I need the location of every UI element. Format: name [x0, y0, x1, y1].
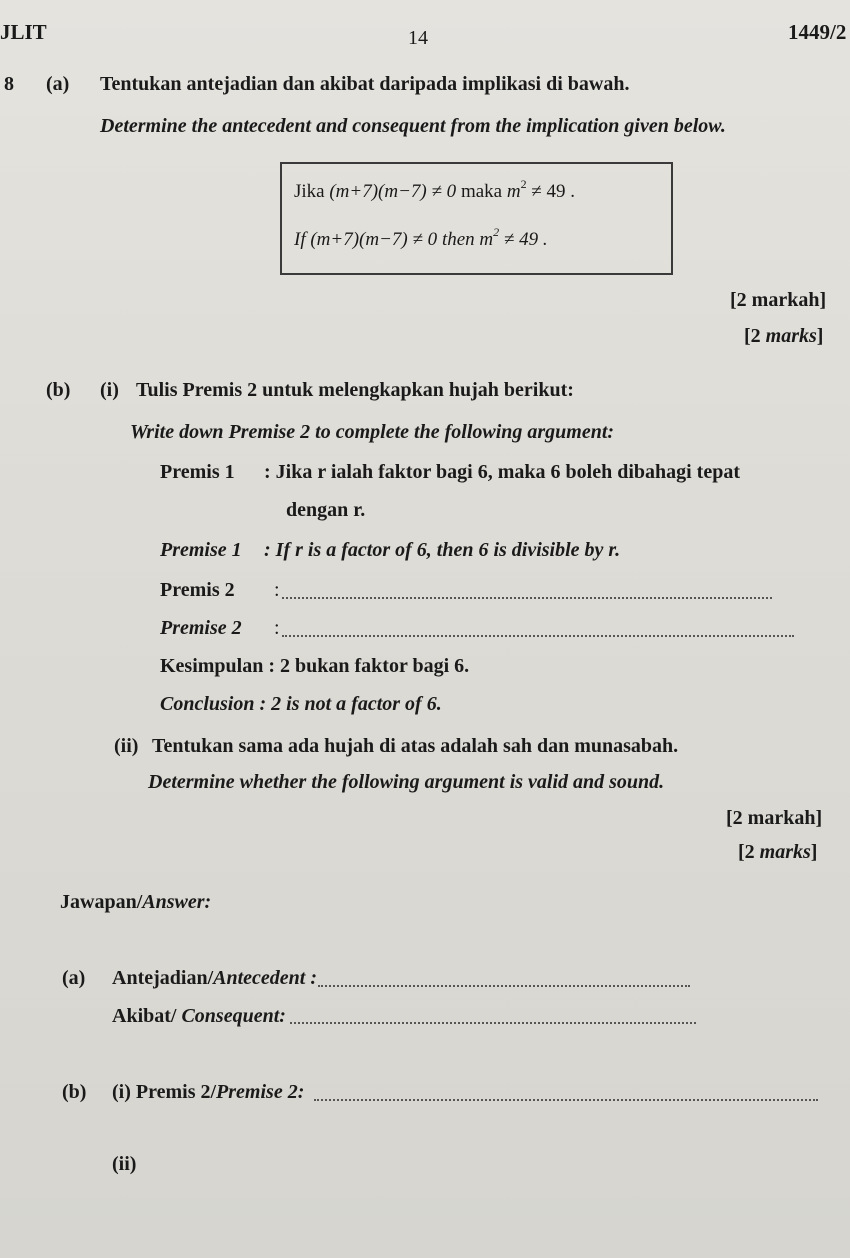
premise2-colon: : [274, 617, 280, 639]
answer-b-i-label: (i) Premis 2/Premise 2: [112, 1081, 305, 1103]
part-b-ii-label: (ii) [114, 735, 139, 757]
part-b-ii-text-ms: Tentukan sama ada hujah di atas adalah sah dan munasabah. [152, 735, 679, 757]
premis1-cont: dengan r. [286, 499, 366, 521]
answer-heading: Jawapan/Answer: [60, 891, 212, 913]
premis1-text: : Jika r ialah faktor bagi 6, maka 6 boleh dibahagi tepat [264, 461, 740, 483]
marks-a-ms: [2 markah] [730, 289, 827, 311]
antecedent-label: Antejadian/Antecedent : [112, 967, 317, 989]
premis2-colon: : [274, 579, 280, 601]
implication-en: If (m+7)(m−7) ≠ 0 then $m^2 \ne 49$ . [294, 225, 548, 250]
consequent-answer-line[interactable] [290, 1022, 696, 1024]
answer-b-ii-label: (ii) [112, 1153, 137, 1175]
premise1-text: : If r is a factor of 6, then 6 is divisible by r. [264, 539, 621, 561]
premis2-answer-line[interactable] [282, 597, 772, 599]
question-number: 8 [4, 73, 14, 95]
answer-b-i-line[interactable] [314, 1099, 818, 1101]
kesimpulan: Kesimpulan : 2 bukan faktor bagi 6. [160, 655, 470, 677]
answer-a-label: (a) [62, 967, 86, 989]
part-b-i-text-en: Write down Premise 2 to complete the following argument: [130, 421, 615, 443]
part-a-text-en: Determine the antecedent and consequent from the implication given below. [100, 115, 726, 137]
paper-code: 1449/2 [788, 20, 847, 44]
premis1-label: Premis 1 [160, 461, 235, 483]
part-b-label: (b) [46, 379, 71, 401]
implication-ms: Jika (m+7)(m−7) ≠ 0 maka $m^2 \ne 49$ . [294, 177, 576, 202]
marks-b-en: [2 marks] [738, 841, 818, 863]
header-left: JLIT [0, 20, 47, 44]
premis2-label: Premis 2 [160, 579, 235, 601]
part-b-i-text-ms: Tulis Premis 2 untuk melengkapkan hujah berikut: [136, 379, 574, 401]
premise2-label: Premise 2 [160, 617, 242, 639]
marks-b-ms: [2 markah] [726, 807, 823, 829]
consequent-label: Akibat/ Consequent: [112, 1005, 286, 1027]
implication-box [280, 162, 673, 275]
conclusion: Conclusion : 2 is not a factor of 6. [160, 693, 442, 715]
part-a-label: (a) [46, 73, 70, 95]
premise2-answer-line[interactable] [282, 635, 794, 637]
part-a-text-ms: Tentukan antejadian dan akibat daripada implikasi di bawah. [100, 73, 630, 95]
antecedent-answer-line[interactable] [318, 985, 690, 987]
premise1-label: Premise 1 [160, 539, 242, 561]
part-b-ii-text-en: Determine whether the following argument is valid and sound. [148, 771, 665, 793]
page-number: 14 [408, 27, 428, 49]
answer-b-label: (b) [62, 1081, 87, 1103]
marks-a-en: [2 marks] [744, 325, 824, 347]
part-b-i-label: (i) [100, 379, 119, 401]
